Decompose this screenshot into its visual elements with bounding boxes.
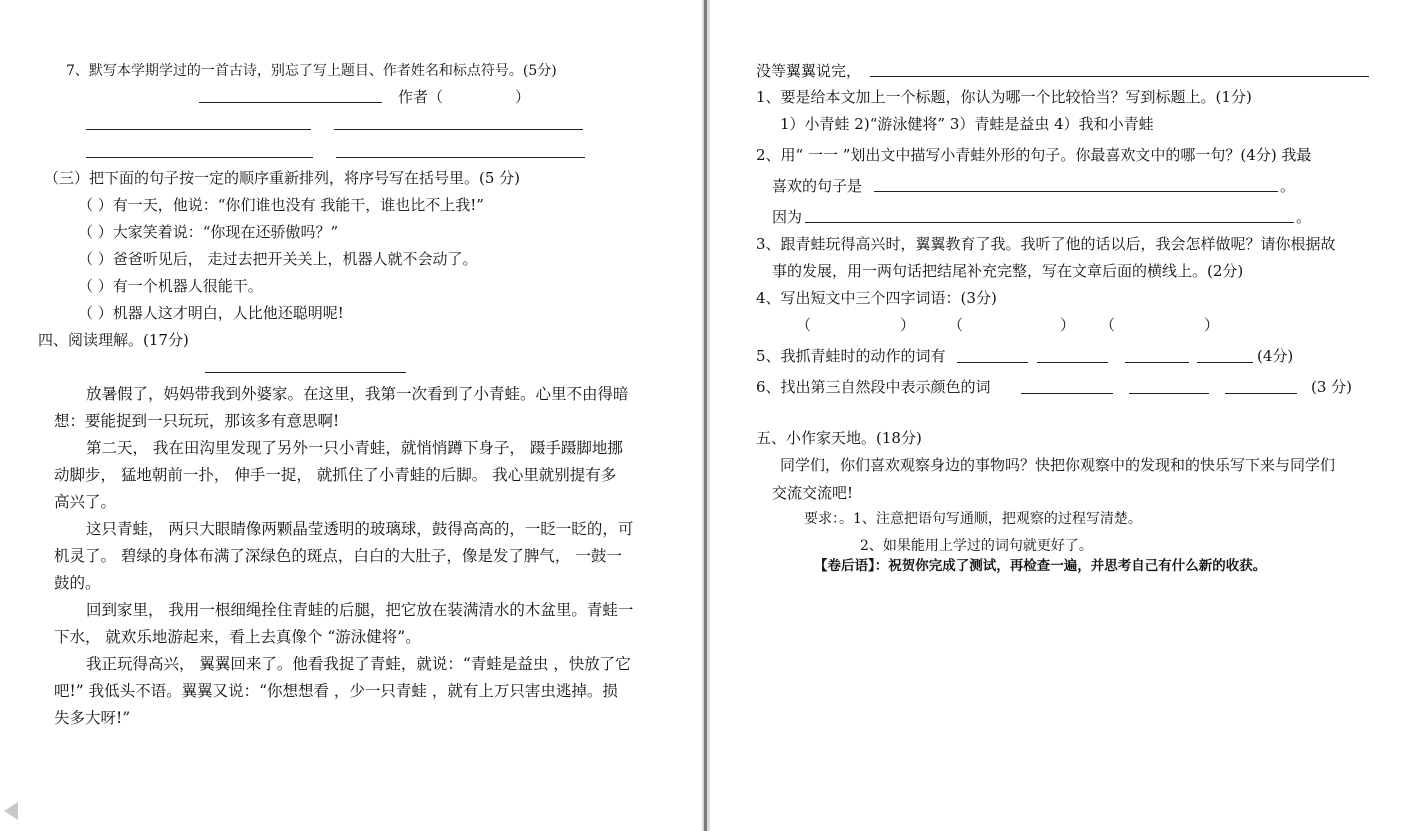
author-close: ） (515, 88, 531, 106)
right-page (710, 0, 1417, 831)
previous-page-arrow-icon[interactable] (4, 802, 18, 820)
story-line: 第二天， 我在田沟里发现了另外一只小青蛙，就悄悄蹲下身子， 蹑手蹑脚地挪 (86, 439, 623, 457)
because-blank (805, 222, 1294, 223)
question-4: 4、写出短文中三个四字词语：(3分) (756, 289, 997, 307)
period: 。 (1296, 208, 1312, 226)
question-6-points: (3 分) (1311, 378, 1353, 396)
poem-title-blank (199, 102, 382, 103)
question-7: 7、默写本学期学过的一首古诗，别忘了写上题目、作者姓名和标点符号。(5分) (66, 63, 557, 79)
question-1-options: 1）小青蛙 2)“游泳健将” 3）青蛙是益虫 4）我和小青蛙 (780, 115, 1154, 133)
bracket: ） (900, 316, 916, 334)
answer-blank (1021, 393, 1113, 394)
section-5-line-1: 同学们，你们喜欢观察身边的事物吗？快把你观察中的发现和的快乐写下来与同学们 (780, 456, 1336, 474)
answer-blank (1125, 362, 1189, 363)
story-line: 想：要能捉到一只玩玩，那该多有意思啊! (54, 412, 340, 430)
left-page (0, 0, 702, 831)
continuation-blank (870, 76, 1369, 77)
answer-blank (1197, 362, 1253, 363)
story-line: 失多大呀!” (54, 709, 131, 727)
continuation-line: 没等翼翼说完， (756, 62, 862, 80)
bracket: （ (948, 316, 964, 334)
story-title-blank (205, 372, 406, 373)
requirement-1: 要求：。1、注意把语句写通顺，把观察的过程写清楚。 (804, 511, 1142, 527)
answer-blank (1225, 393, 1297, 394)
period: 。 (1280, 177, 1296, 195)
answer-blank (1129, 393, 1209, 394)
story-line: 动脚步， 猛地朝前一扑， 伸手一捉， 就抓住了小青蛙的后脚。 我心里就别提有多 (54, 466, 617, 484)
story-line: 我正玩得高兴， 翼翼回来了。他看我捉了青蛙，就说：“青蛙是益虫 ，快放了它 (86, 655, 631, 673)
story-line: 下水， 就欢乐地游起来，看上去真像个 “游泳健将”。 (54, 628, 421, 646)
story-line: 机灵了。 碧绿的身体布满了深绿色的斑点，白白的大肚子，像是发了脾气， 一鼓一 (54, 547, 622, 565)
answer-blank (1037, 362, 1108, 363)
requirement-2: 2、如果能用上学过的词句就更好了。 (860, 538, 1093, 554)
answer-blank (957, 362, 1028, 363)
order-item: （ ）爸爸听见后， 走过去把开关关上，机器人就不会动了。 (78, 250, 478, 268)
order-item: （ ）有一天，他说：“你们谁也没有 我能干，谁也比不上我!” (78, 196, 484, 214)
story-line: 放暑假了，妈妈带我到外婆家。在这里，我第一次看到了小青蛙。心里不由得暗 (86, 385, 629, 403)
bracket: ） (1060, 316, 1076, 334)
section-4-title: 四、阅读理解。(17分) (38, 331, 189, 349)
poem-line-blank (86, 157, 313, 158)
because-label: 因为 (772, 208, 803, 226)
question-3-line-1: 3、跟青蛙玩得高兴时，翼翼教育了我。我听了他的话以后，我会怎样做呢？请你根据故 (756, 235, 1336, 253)
story-line: 这只青蛙， 两只大眼睛像两颗晶莹透明的玻璃球，鼓得高高的，一眨一眨的，可 (86, 520, 634, 538)
author-label: 作者（ (398, 88, 444, 106)
story-line: 回到家里， 我用一根细绳拴住青蛙的后腿，把它放在装满清水的木盆里。青蛙一 (86, 601, 634, 619)
poem-line-blank (86, 129, 311, 130)
poem-line-blank (336, 157, 585, 158)
question-2-line-2: 喜欢的句子是 (772, 177, 863, 195)
question-1: 1、要是给本文加上一个标题，你认为哪一个比较恰当？写到标题上。(1分) (756, 88, 1252, 106)
bracket: （ (796, 316, 812, 334)
section-3-title: （三）把下面的句子按一定的顺序重新排列，将序号写在括号里。(5 分) (44, 169, 521, 187)
favorite-sentence-blank (874, 191, 1278, 192)
question-5: 5、我抓青蛙时的动作的词有 (756, 347, 946, 365)
question-2-line-1: 2、用“ 一一 ”划出文中描写小青蛙外形的句子。你最喜欢文中的哪一句？(4分) 我最 (756, 146, 1312, 164)
question-3-line-2: 事的发展，用一两句话把结尾补充完整，写在文章后面的横线上。(2分) (772, 262, 1244, 280)
story-line: 吧!” 我低头不语。翼翼又说：“你想想看 ，少一只青蛙 ，就有上万只害虫逃掉。损 (54, 682, 618, 700)
bracket: ） (1204, 316, 1220, 334)
order-item: （ ）大家笑着说：“你现在还骄傲吗？” (78, 223, 339, 241)
story-line: 高兴了。 (54, 493, 117, 511)
section-5-line-2: 交流交流吧! (772, 484, 854, 502)
order-item: （ ）有一个机器人很能干。 (78, 277, 263, 295)
order-item: （ ）机器人这才明白，人比他还聪明呢! (78, 304, 344, 322)
section-5-title: 五、小作家天地。(18分) (756, 429, 922, 447)
question-5-points: (4分) (1257, 347, 1294, 365)
question-6: 6、找出第三自然段中表示颜色的词 (756, 378, 991, 396)
poem-line-blank (334, 129, 583, 130)
bracket: （ (1100, 316, 1116, 334)
story-line: 鼓的。 (54, 574, 101, 592)
page-divider (702, 0, 710, 831)
closing-remark: 【卷后语】：祝贺你完成了测试，再检查一遍，并思考自己有什么新的收获。 (814, 558, 1267, 574)
